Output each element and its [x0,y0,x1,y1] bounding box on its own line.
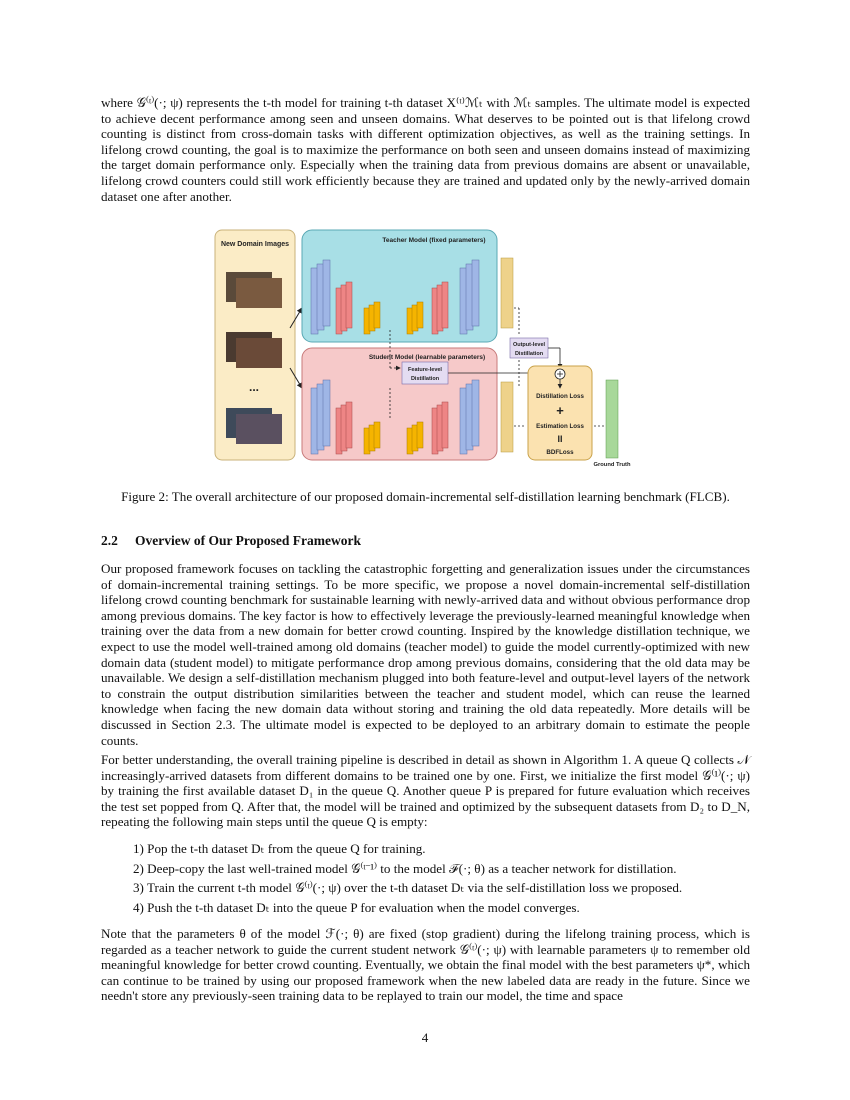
plus-sign: + [556,403,564,418]
output-distill-label-1: Output-level [512,342,546,348]
feature-distill-label-1: Feature-level [408,367,442,373]
paragraph-3: For better understanding, the overall training pipeline is described in detail as shown in Algorithm 1. A queue Q collects 𝒩 increasingly-arrived datasets from different domains to be trained one by one. First, we initialize the first model 𝒢⁽¹⁾(·; ψ) by training the first available dataset D₁ in the queue Q. Another queue P is prepared for future evaluation which receives the test set popped from Q. After that, the model will be trained and optimized by the subsequent datasets from D₂ to D_N, repeating the following main steps until the queue Q is empty: [101,752,750,830]
section-number: 2.2 [101,533,118,548]
figure-caption: Figure 2: The overall architecture of our proposed domain-incremental self-distillation learning benchmark (FLCB). [121,489,730,504]
step-item: 1) Pop the t-th dataset Dₜ from the queue Q for training. [133,841,426,856]
teacher-label: Teacher Model (fixed parameters) [382,237,486,244]
intro-paragraph-block [101,95,750,204]
paragraph-4: Note that the parameters θ of the model ℱ(·; θ) are fixed (stop gradient) during the lifelong training process, which is regarded as a teacher network to guide the current student network 𝒢⁽ᵗ⁾(·; ψ) with learnable parameters ψ to remember old meaningful knowledge for better crowd counting. Eventually, we obtain the final model with the best parameters ψ*, which can continue to be trained by using our proposed framework when the new labeled data are ready in the future. Since we needn't store any previously-seen training data to be replayed to train our model, the time and space [101,926,750,1004]
equals-sign: II [557,434,563,444]
step-item: 2) Deep-copy the last well-trained model 𝒢⁽ᵗ⁻¹⁾ to the model ℱ(·; θ) as a teacher network for distillation. [133,860,677,876]
new-domain-label: New Domain Images [220,241,290,248]
distillation-loss-label: Distillation Loss [536,393,584,400]
section-heading [101,533,361,549]
ground-truth-map [606,380,618,458]
paragraph-2: Our proposed framework focuses on tackling the catastrophic forgetting and generalization issues under the circumstances of domain-incremental training settings. To be more specific, we propose a novel domain-incremental self-distillation lifelong crowd counting benchmark for sustainable learning with newly-arrived data and without obvious performance drop among previous domains. The key factor is how to effectively leverage the previously-learned meaningful knowledge when training over the data from a new domain for better crowd counting. Inspired by the knowledge distillation technique, we expect to use the model well-trained among old domains (teacher model) to guide the model currently-optimized with new domain data (student model) to mitigate performance drop among previous domains, considering that the old data may be unavailable. We design a self-distillation mechanism plugged into both feature-level and output-level layers of the network to constrain the output distribution similarities between the teacher and student model, which can reuse the learned knowledge when facing the new domain data without storing and training the old data repeatedly. More details will be discussed in Section 2.3. The ultimate model is expected to be deployed to an arbitrary domain to estimate the people counts. [101,561,750,748]
feature-distill-label-2: Distillation [410,376,440,382]
student-label: Student Model (learnable parameters) [368,354,486,361]
estimation-loss-label: Estimation Loss [536,423,584,430]
paragraph-top: where 𝒢⁽ᵗ⁾(·; ψ) represents the t-th model for training t-th dataset X⁽ᵗ⁾ℳₜ with ℳₜ samples. The ultimate model is expected to achieve decent performance among seen and unseen domains. What deserves to be pointed out is that lifelong crowd counting is distinct from cross-domain tasks with different optimization objectives, as well as the training settings. In lifelong crowd counting, the goal is to maximize the performance on both seen and unseen domains instead of maximizing the target domain performance only. Especially when the training data from previous domains are absent or unavailable, lifelong crowd counters could still work efficiently because they are trained and updated only by the newly-arrived domain dataset one after another. [101,95,750,204]
architecture-figure [214,228,634,468]
paragraph-4-block [101,926,750,1004]
output-distill-label-2: Distillation [514,351,544,357]
section-title: Overview of Our Proposed Framework [135,533,361,548]
step-item: 4) Push the t-th dataset Dₜ into the queue P for evaluation when the model converges. [133,899,580,915]
training-steps-list [133,841,753,919]
ground-truth-label: Ground Truth [593,462,631,468]
page-number: 4 [421,1030,429,1045]
paragraph-2-block [101,561,750,748]
teacher-output-map [501,258,513,328]
architecture-diagram [214,228,634,468]
bdfloss-label: BDFLoss [546,449,574,456]
step-item: 3) Train the current t-th model 𝒢⁽ᵗ⁾(·; ψ) over the t-th dataset Dₜ via the self-distillation loss we proposed. [133,880,683,896]
paragraph-3-block [101,752,750,830]
student-output-map [501,382,513,452]
images-ellipsis: ... [248,380,260,394]
